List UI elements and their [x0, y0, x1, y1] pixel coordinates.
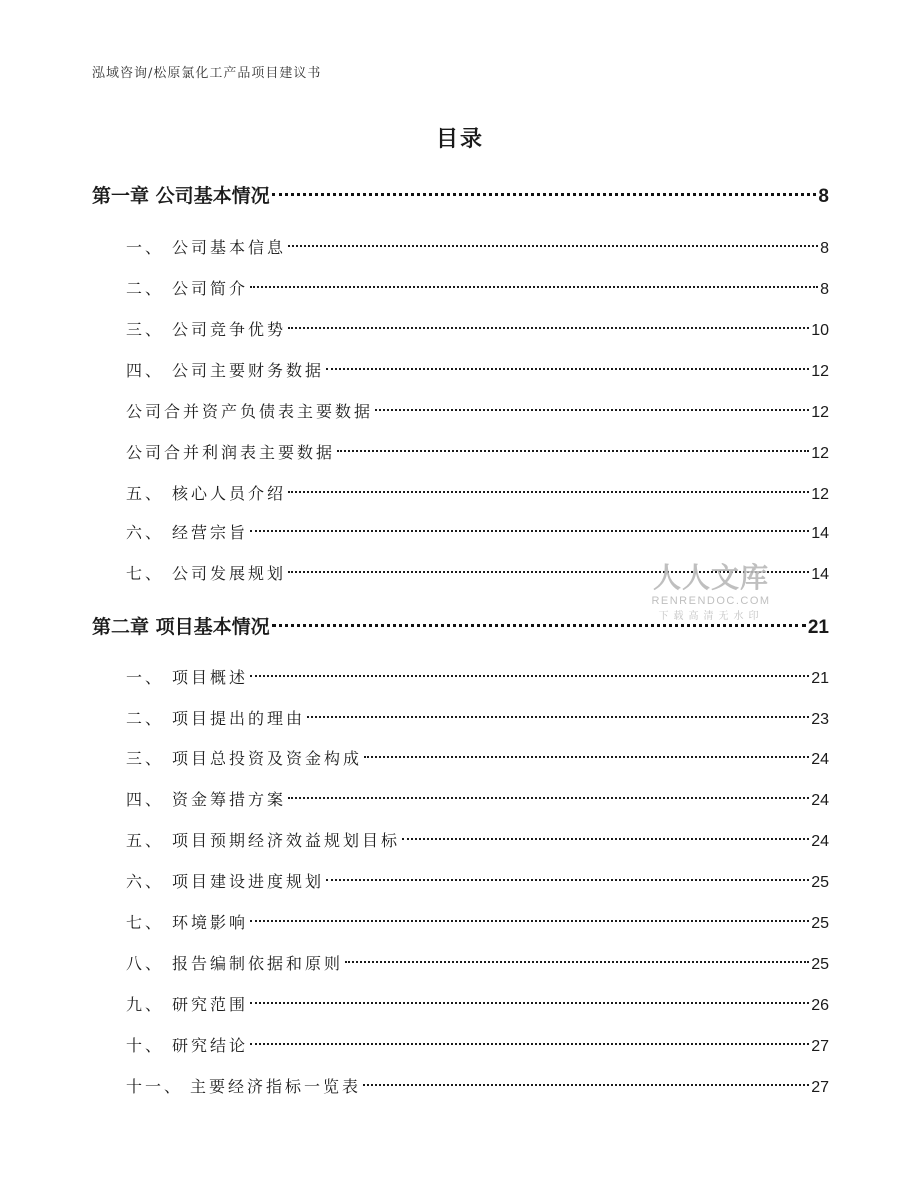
toc-section-entry[interactable]: [126, 665, 829, 691]
toc-page-number: 25: [811, 956, 829, 973]
toc-section-entry[interactable]: [126, 746, 829, 772]
toc-entry-number: 四、: [126, 361, 165, 380]
toc-section-entry[interactable]: [126, 706, 829, 732]
toc-entry-label: [126, 951, 343, 977]
toc-entry-label: [126, 1074, 361, 1100]
toc-entry-label: [126, 561, 286, 587]
toc-section-entry[interactable]: [126, 317, 829, 343]
toc-entry-text: 项目提出的理由: [172, 709, 306, 728]
toc-entry-label: [126, 992, 248, 1018]
toc-dot-leader: [250, 1002, 809, 1004]
toc-entry-label: [126, 746, 362, 772]
toc-dot-leader: [288, 245, 818, 247]
toc-dot-leader: [375, 409, 809, 411]
toc-entry-number: 四、: [126, 790, 165, 809]
toc-entry-text: 项目预期经济效益规划目标: [172, 831, 401, 850]
toc-entry-text: 经营宗旨: [172, 523, 249, 542]
toc-title: 目录: [435, 127, 484, 152]
toc-page-number: 26: [811, 997, 829, 1014]
toc-entry-number: 三、: [126, 749, 165, 768]
toc-entry-label: [126, 828, 400, 854]
toc-entry-label: [126, 235, 286, 261]
toc-entry-label: [126, 869, 324, 895]
toc-page-number: 10: [811, 322, 829, 339]
toc-entry-text: 环境影响: [172, 913, 249, 932]
toc-entry-label: [126, 706, 305, 732]
toc-page-number: 27: [811, 1038, 829, 1055]
toc-entry-label: [92, 183, 270, 209]
toc-section-entry[interactable]: [126, 992, 829, 1018]
toc-chapter-entry[interactable]: [92, 183, 829, 209]
toc-section-entry[interactable]: [126, 440, 829, 466]
toc-dot-leader: [307, 716, 809, 718]
toc-entry-number: 二、: [126, 709, 165, 728]
toc-entry-number: 九、: [126, 995, 165, 1014]
toc-dot-leader: [345, 961, 809, 963]
toc-entry-number: 六、: [126, 523, 165, 542]
toc-dot-leader: [326, 368, 809, 370]
toc-dot-leader: [363, 1084, 809, 1086]
toc-section-entry[interactable]: [126, 787, 829, 813]
toc-dot-leader: [250, 920, 809, 922]
toc-entry-text: 项目建设进度规划: [172, 872, 325, 891]
toc-entry-number: 十、: [126, 1036, 165, 1055]
toc-entry-label: [126, 665, 248, 691]
toc-entry-label: [126, 399, 373, 425]
toc-page-number: 27: [811, 1079, 829, 1096]
toc-entry-text: 报告编制依据和原则: [172, 954, 344, 973]
watermark-main-text: 人人文库: [652, 561, 769, 594]
toc-dot-leader: [402, 838, 809, 840]
toc-page-number: 24: [811, 792, 829, 809]
toc-section-entry[interactable]: [126, 276, 829, 302]
toc-section-entry[interactable]: [126, 910, 829, 936]
toc-entry-number: 一、: [126, 668, 165, 687]
toc-section-entry[interactable]: [126, 869, 829, 895]
watermark-subtext: 下载高清无水印: [658, 611, 764, 622]
toc-entry-number: 一、: [126, 238, 165, 257]
toc-entry-text: 公司合并利润表主要数据: [126, 443, 336, 462]
toc-page-number: 12: [811, 486, 829, 503]
toc-entry-text: 公司简介: [172, 279, 249, 298]
toc-entry-text: 研究范围: [172, 995, 249, 1014]
toc-entry-label: [126, 1033, 248, 1059]
toc-entry-label: [126, 317, 286, 343]
toc-dot-leader: [272, 193, 817, 196]
toc-page-number: 21: [807, 617, 829, 638]
toc-entry-text: 核心人员介绍: [172, 484, 287, 503]
toc-section-entry[interactable]: [126, 399, 829, 425]
toc-entry-number: 五、: [126, 831, 165, 850]
toc-page-number: 25: [811, 915, 829, 932]
toc-page-number: 12: [811, 363, 829, 380]
toc-page-number: 12: [811, 404, 829, 421]
toc-page-number: 14: [811, 525, 829, 542]
toc-dot-leader: [250, 530, 809, 532]
toc-page-number: 21: [811, 670, 829, 687]
toc-section-entry[interactable]: [126, 828, 829, 854]
toc-dot-leader: [288, 491, 809, 493]
toc-entry-label: [92, 614, 270, 640]
toc-entry-text: 公司发展规划: [172, 564, 287, 583]
toc-entry-text: 公司基本信息: [172, 238, 287, 257]
toc-entry-text: 公司合并资产负债表主要数据: [126, 402, 374, 421]
toc-entry-text: 项目总投资及资金构成: [172, 749, 363, 768]
toc-entry-number: 二、: [126, 279, 165, 298]
toc-dot-leader: [288, 327, 809, 329]
toc-entry-label: [126, 910, 248, 936]
toc-page-number: 24: [811, 833, 829, 850]
toc-dot-leader: [326, 879, 809, 881]
toc-entry-text: 公司主要财务数据: [172, 361, 325, 380]
toc-dot-leader: [272, 624, 806, 627]
toc-entry-label: [126, 787, 286, 813]
toc-entry-number: 十一、: [126, 1077, 184, 1096]
toc-entry-text: 资金筹措方案: [172, 790, 287, 809]
toc-entry-number: 五、: [126, 484, 165, 503]
toc-section-entry[interactable]: [126, 1033, 829, 1059]
toc-entry-text: 研究结论: [172, 1036, 249, 1055]
toc-entry-number: 八、: [126, 954, 165, 973]
toc-entry-text: 第一章 公司基本情况: [92, 185, 270, 207]
toc-page-number: 24: [811, 751, 829, 768]
toc-section-entry[interactable]: [126, 520, 829, 546]
watermark-url: RENRENDOC.COM: [651, 595, 771, 607]
toc-page-number: 12: [811, 445, 829, 462]
watermark-logo: [646, 562, 776, 624]
running-header: 泓域咨询/松原氯化工产品项目建议书: [92, 66, 322, 81]
toc-entry-text: 主要经济指标一览表: [190, 1077, 362, 1096]
toc-entry-text: 第二章 项目基本情况: [92, 616, 270, 638]
toc-section-entry[interactable]: [126, 358, 829, 384]
toc-dot-leader: [250, 675, 809, 677]
toc-page-number: 8: [818, 186, 829, 207]
toc-entry-label: [126, 276, 248, 302]
toc-entry-text: 项目概述: [172, 668, 249, 687]
toc-entry-number: 三、: [126, 320, 165, 339]
toc-dot-leader: [250, 286, 818, 288]
toc-section-entry[interactable]: [126, 481, 829, 507]
toc-section-entry[interactable]: [126, 1074, 829, 1100]
toc-dot-leader: [364, 756, 809, 758]
toc-entry-label: [126, 520, 248, 546]
toc-section-entry[interactable]: [126, 951, 829, 977]
toc-page-number: 14: [811, 566, 829, 583]
toc-page-number: 8: [820, 240, 829, 257]
toc-page-number: 8: [820, 281, 829, 298]
toc-dot-leader: [250, 1043, 809, 1045]
toc-page-number: 23: [811, 711, 829, 728]
toc-entry-number: 七、: [126, 564, 165, 583]
toc-dot-leader: [337, 450, 809, 452]
toc-entry-label: [126, 440, 335, 466]
toc-section-entry[interactable]: [126, 235, 829, 261]
toc-entry-label: [126, 358, 324, 384]
toc-entry-number: 七、: [126, 913, 165, 932]
toc-entry-text: 公司竞争优势: [172, 320, 287, 339]
toc-entry-label: [126, 481, 286, 507]
toc-entry-number: 六、: [126, 872, 165, 891]
toc-dot-leader: [288, 797, 809, 799]
toc-page-number: 25: [811, 874, 829, 891]
